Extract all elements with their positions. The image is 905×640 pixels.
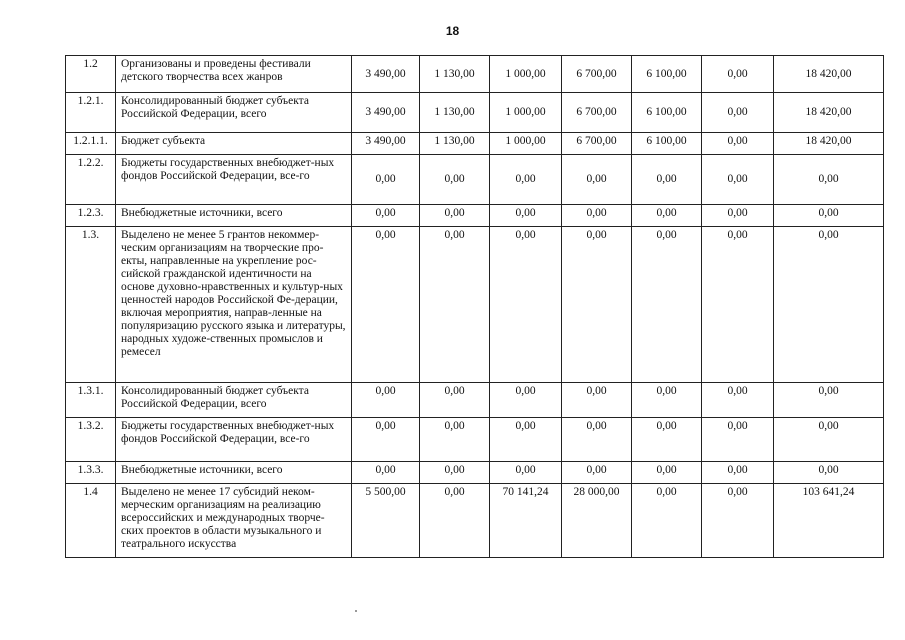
value-cell: 0,00 [420, 227, 490, 383]
row-code: 1.2.3. [66, 205, 116, 227]
value-cell: 0,00 [490, 418, 562, 462]
page-number: 18 [445, 24, 460, 38]
value-cell: 28 000,00 [562, 484, 632, 558]
total-cell: 0,00 [774, 418, 884, 462]
value-cell: 1 130,00 [420, 93, 490, 133]
value-cell: 0,00 [420, 383, 490, 418]
value-cell: 6 700,00 [562, 93, 632, 133]
value-cell: 6 700,00 [562, 133, 632, 155]
value-cell: 3 490,00 [352, 93, 420, 133]
value-cell: 6 100,00 [632, 56, 702, 93]
value-cell: 1 000,00 [490, 56, 562, 93]
value-cell: 1 000,00 [490, 93, 562, 133]
row-description: Бюджеты государственных внебюджет-ных фондов Российской Федерации, все-го [116, 418, 352, 462]
value-cell: 1 000,00 [490, 133, 562, 155]
value-cell: 0,00 [420, 418, 490, 462]
row-description: Бюджет субъекта [116, 133, 352, 155]
row-description: Консолидированный бюджет субъекта Российской Федерации, всего [116, 93, 352, 133]
value-cell: 0,00 [702, 227, 774, 383]
value-cell: 0,00 [352, 205, 420, 227]
table-row [66, 383, 884, 418]
value-cell: 1 130,00 [420, 133, 490, 155]
row-description: Бюджеты государственных внебюджет-ных фондов Российской Федерации, все-го [116, 155, 352, 205]
row-code: 1.3.2. [66, 418, 116, 462]
value-cell: 0,00 [632, 205, 702, 227]
total-cell: 0,00 [774, 462, 884, 484]
total-cell: 0,00 [774, 205, 884, 227]
value-cell: 6 700,00 [562, 56, 632, 93]
value-cell: 0,00 [562, 418, 632, 462]
row-code: 1.3.1. [66, 383, 116, 418]
value-cell: 0,00 [632, 227, 702, 383]
value-cell: 0,00 [490, 227, 562, 383]
total-cell: 0,00 [774, 227, 884, 383]
value-cell: 0,00 [352, 383, 420, 418]
value-cell: 0,00 [490, 155, 562, 205]
table-row [66, 227, 884, 383]
value-cell: 0,00 [562, 462, 632, 484]
value-cell: 6 100,00 [632, 93, 702, 133]
value-cell: 0,00 [702, 133, 774, 155]
value-cell: 0,00 [420, 484, 490, 558]
budget-table [65, 55, 884, 558]
table-row [66, 484, 884, 558]
value-cell: 0,00 [562, 227, 632, 383]
value-cell: 0,00 [702, 484, 774, 558]
value-cell: 0,00 [352, 155, 420, 205]
row-code: 1.2.1. [66, 93, 116, 133]
value-cell: 0,00 [702, 56, 774, 93]
total-cell: 0,00 [774, 383, 884, 418]
total-cell: 18 420,00 [774, 93, 884, 133]
value-cell: 5 500,00 [352, 484, 420, 558]
total-cell: 0,00 [774, 155, 884, 205]
total-cell: 103 641,24 [774, 484, 884, 558]
value-cell: 0,00 [702, 462, 774, 484]
value-cell: 3 490,00 [352, 56, 420, 93]
table-row [66, 93, 884, 133]
row-code: 1.4 [66, 484, 116, 558]
total-cell: 18 420,00 [774, 56, 884, 93]
value-cell: 1 130,00 [420, 56, 490, 93]
table-row [66, 418, 884, 462]
row-description: Выделено не менее 17 субсидий неком-мерческим организациям на реализацию всероссийских и международных творче-ских проектов в области музыкального и театрального искусства [116, 484, 352, 558]
table-row [66, 133, 884, 155]
value-cell: 0,00 [420, 462, 490, 484]
value-cell: 0,00 [632, 484, 702, 558]
row-code: 1.2.2. [66, 155, 116, 205]
value-cell: 0,00 [632, 155, 702, 205]
value-cell: 0,00 [562, 205, 632, 227]
row-code: 1.3. [66, 227, 116, 383]
table-row [66, 155, 884, 205]
row-code: 1.2.1.1. [66, 133, 116, 155]
row-description: Организованы и проведены фестивали детского творчества всех жанров [116, 56, 352, 93]
value-cell: 0,00 [490, 205, 562, 227]
row-description: Внебюджетные источники, всего [116, 462, 352, 484]
value-cell: 0,00 [490, 383, 562, 418]
row-code: 1.2 [66, 56, 116, 93]
value-cell: 0,00 [420, 205, 490, 227]
value-cell: 0,00 [702, 418, 774, 462]
row-description: Внебюджетные источники, всего [116, 205, 352, 227]
value-cell: 0,00 [702, 155, 774, 205]
table-row [66, 205, 884, 227]
value-cell: 0,00 [562, 383, 632, 418]
value-cell: 3 490,00 [352, 133, 420, 155]
value-cell: 0,00 [702, 93, 774, 133]
value-cell: 0,00 [702, 205, 774, 227]
row-description: Консолидированный бюджет субъекта Российской Федерации, всего [116, 383, 352, 418]
table-row [66, 56, 884, 93]
value-cell: 70 141,24 [490, 484, 562, 558]
value-cell: 0,00 [632, 418, 702, 462]
value-cell: 0,00 [352, 462, 420, 484]
value-cell: 0,00 [702, 383, 774, 418]
value-cell: 0,00 [490, 462, 562, 484]
scan-speck [355, 610, 357, 612]
value-cell: 6 100,00 [632, 133, 702, 155]
table-row [66, 462, 884, 484]
value-cell: 0,00 [632, 462, 702, 484]
row-description: Выделено не менее 5 грантов некоммер-ческим организациям на творческие про-екты, направленные на укрепление рос-сийской гражданской идентичности на основе духовно-нравственных и культур-ных ценностей народов Российской Фе-дерации, включая мероприятия, направ-ленные на популяризацию русского языка и литературы, народных художе-ственных промыслов и ремесел [116, 227, 352, 383]
value-cell: 0,00 [420, 155, 490, 205]
value-cell: 0,00 [632, 383, 702, 418]
total-cell: 18 420,00 [774, 133, 884, 155]
value-cell: 0,00 [352, 227, 420, 383]
value-cell: 0,00 [562, 155, 632, 205]
value-cell: 0,00 [352, 418, 420, 462]
row-code: 1.3.3. [66, 462, 116, 484]
